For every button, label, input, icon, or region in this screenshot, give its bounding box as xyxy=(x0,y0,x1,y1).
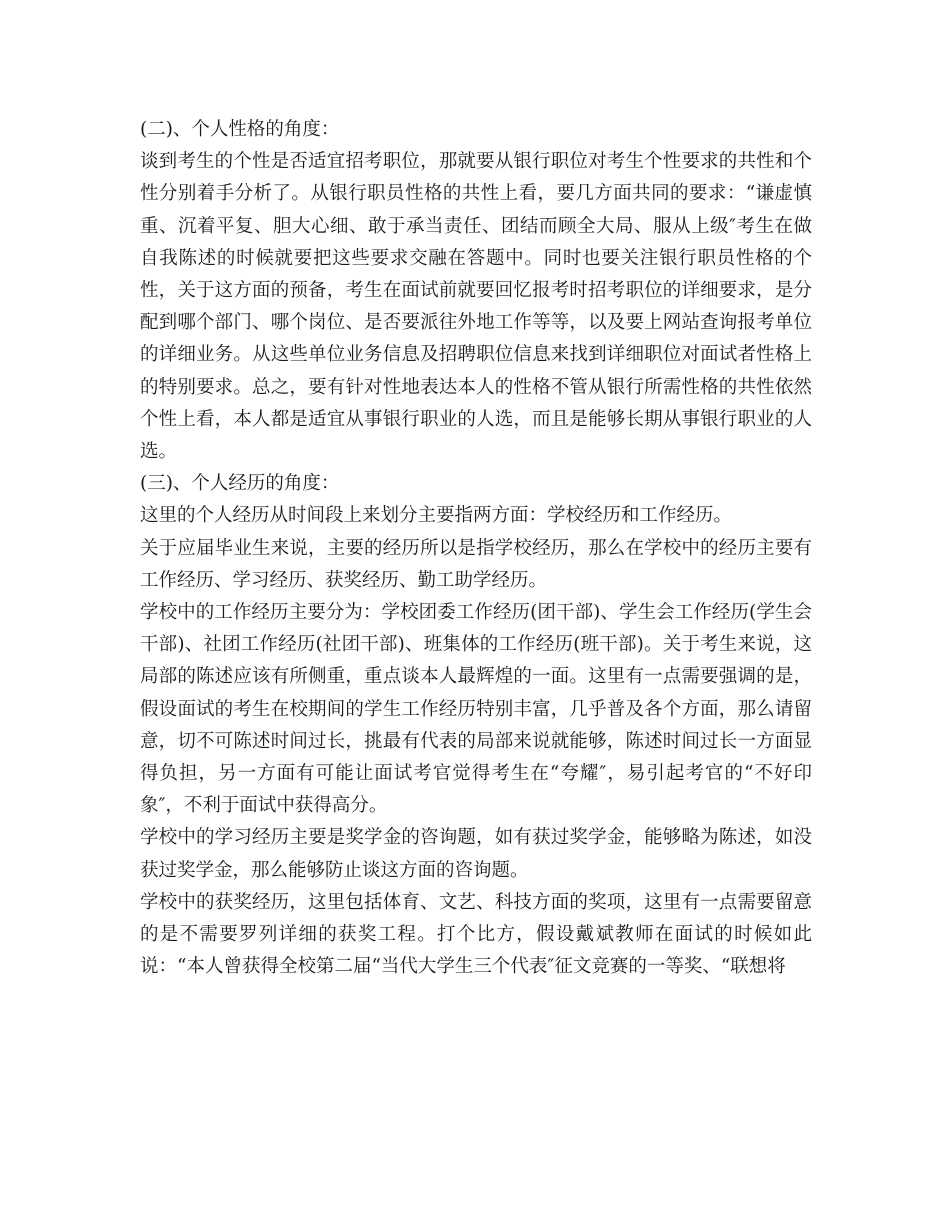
paragraph-personality: 谈到考生的个性是否适宜招考职位，那就要从银行职位对考生个性要求的共性和个性分别着手分析了。从银行职员性格的共性上看，要几方面共同的要求：“谦虚慎重、沉着平复、胆大心细、敢于承当责任、团结而顾全大局、服从上级″考生在做自我陈述的时候就要把这些要求交融在答题中。同时也要关注银行职员性格的个性，关于这方面的预备，考生在面试前就要回忆报考时招考职位的详细要求，是分配到哪个部门、哪个岗位、是否要派往外地工作等等，以及要上网站查询报考单位的详细业务。从这些单位业务信息及招聘职位信息来找到详细职位对面试者性格上的特别要求。总之，要有针对性地表达本人的性格不管从银行所需性格的共性依然个性上看，本人都是适宜从事银行职业的人选，而且是能够长期从事银行职业的人选。 xyxy=(140,151,812,463)
paragraph-awards-experience: 学校中的获奖经历，这里包括体育、文艺、科技方面的奖项，这里有一点需要留意的是不需要罗列详细的获奖工程。打个比方，假设戴斌教师在面试的时候如此说：“本人曾获得全校第二届“当代大学生三个代表″征文竞赛的一等奖、“联想将 xyxy=(140,891,812,978)
document-body xyxy=(140,114,812,983)
paragraph-graduates: 关于应届毕业生来说，主要的经历所以是指学校经历，那么在学校中的经历主要有工作经历、学习经历、获奖经历、勤工助学经历。 xyxy=(140,537,812,591)
paragraph-study-experience: 学校中的学习经历主要是奖学金的咨询题，如有获过奖学金，能够略为陈述，如没获过奖学金，那么能够防止谈这方面的咨询题。 xyxy=(140,827,812,881)
section-heading-experience: (三)、个人经历的角度： xyxy=(140,473,340,495)
paragraph-work-experience: 学校中的工作经历主要分为：学校团委工作经历(团干部)、学生会工作经历(学生会干部)、社团工作经历(社团干部)、班集体的工作经历(班干部)。关于考生来说，这局部的陈述应该有所侧重，重点谈本人最辉煌的一面。这里有一点需要强调的是，假设面试的考生在校期间的学生工作经历特别丰富，几乎普及各个方面，那么请留意，切不可陈述时间过长，挑最有代表的局部来说就能够，陈述时间过长一方面显得负担，另一方面有可能让面试考官觉得考生在“夸耀″，易引起考官的“不好印象″，不利于面试中获得高分。 xyxy=(140,602,812,817)
section-heading-personality: (二)、个人性格的角度： xyxy=(140,119,340,140)
paragraph-experience-intro: 这里的个人经历从时间段上来划分主要指两方面：学校经历和工作经历。 xyxy=(140,505,733,527)
